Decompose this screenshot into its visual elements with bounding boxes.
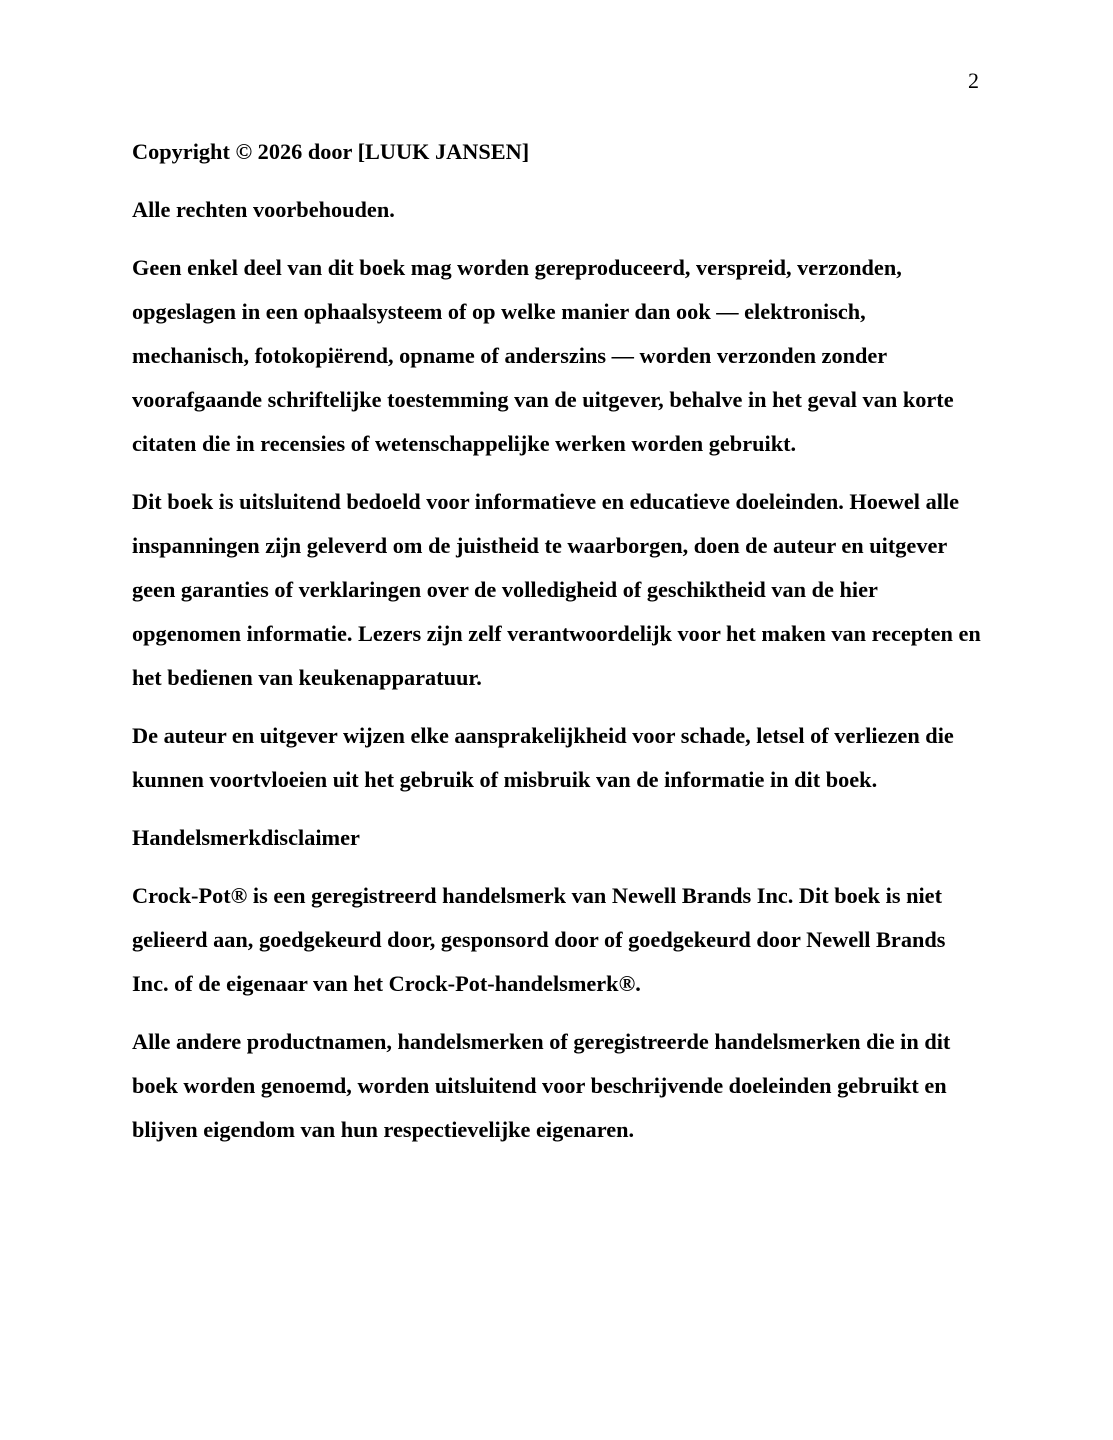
page-number: 2 bbox=[968, 68, 979, 93]
trademark-other-notice: Alle andere productnamen, handelsmerken of geregistreerde handelsmerken die in dit boek worden genoemd, worden uitsluitend voor beschrijvende doeleinden gebruikt en blijven eigendom van hun respectievelijke eigenaren. bbox=[132, 1029, 951, 1142]
liability-disclaimer: De auteur en uitgever wijzen elke aansprakelijkheid voor schade, letsel of verliezen die kunnen voortvloeien uit het gebruik of misbruik van de informatie in dit boek. bbox=[132, 723, 954, 792]
rights-reserved: Alle rechten voorbehouden. bbox=[132, 197, 395, 222]
purpose-disclaimer: Dit boek is uitsluitend bedoeld voor informatieve en educatieve doeleinden. Hoewel alle inspanningen zijn geleverd om de juistheid te waarborgen, doen de auteur en uitgever geen garanties of verklaringen over de volledigheid of geschiktheid van de hier opgenomen informatie. Lezers zijn zelf verantwoordelijk voor het maken van recepten en het bedienen van keukenapparatuur. bbox=[132, 489, 981, 690]
trademark-heading: Handelsmerkdisclaimer bbox=[132, 825, 360, 850]
copyright-page-body bbox=[132, 130, 982, 1166]
copyright-line: Copyright © 2026 door [LUUK JANSEN] bbox=[132, 139, 530, 164]
trademark-crockpot-notice: Crock-Pot® is een geregistreerd handelsmerk van Newell Brands Inc. Dit boek is niet gelieerd aan, goedgekeurd door, gesponsord door of goedgekeurd door Newell Brands Inc. of de eigenaar van het Crock-Pot-handelsmerk®. bbox=[132, 883, 946, 996]
reproduction-notice: Geen enkel deel van dit boek mag worden gereproduceerd, verspreid, verzonden, opgeslagen in een ophaalsysteem of op welke manier dan ook — elektronisch, mechanisch, fotokopiërend, opname of anderszins — worden verzonden zonder voorafgaande schriftelijke toestemming van de uitgever, behalve in het geval van korte citaten die in recensies of wetenschappelijke werken worden gebruikt. bbox=[132, 255, 954, 456]
